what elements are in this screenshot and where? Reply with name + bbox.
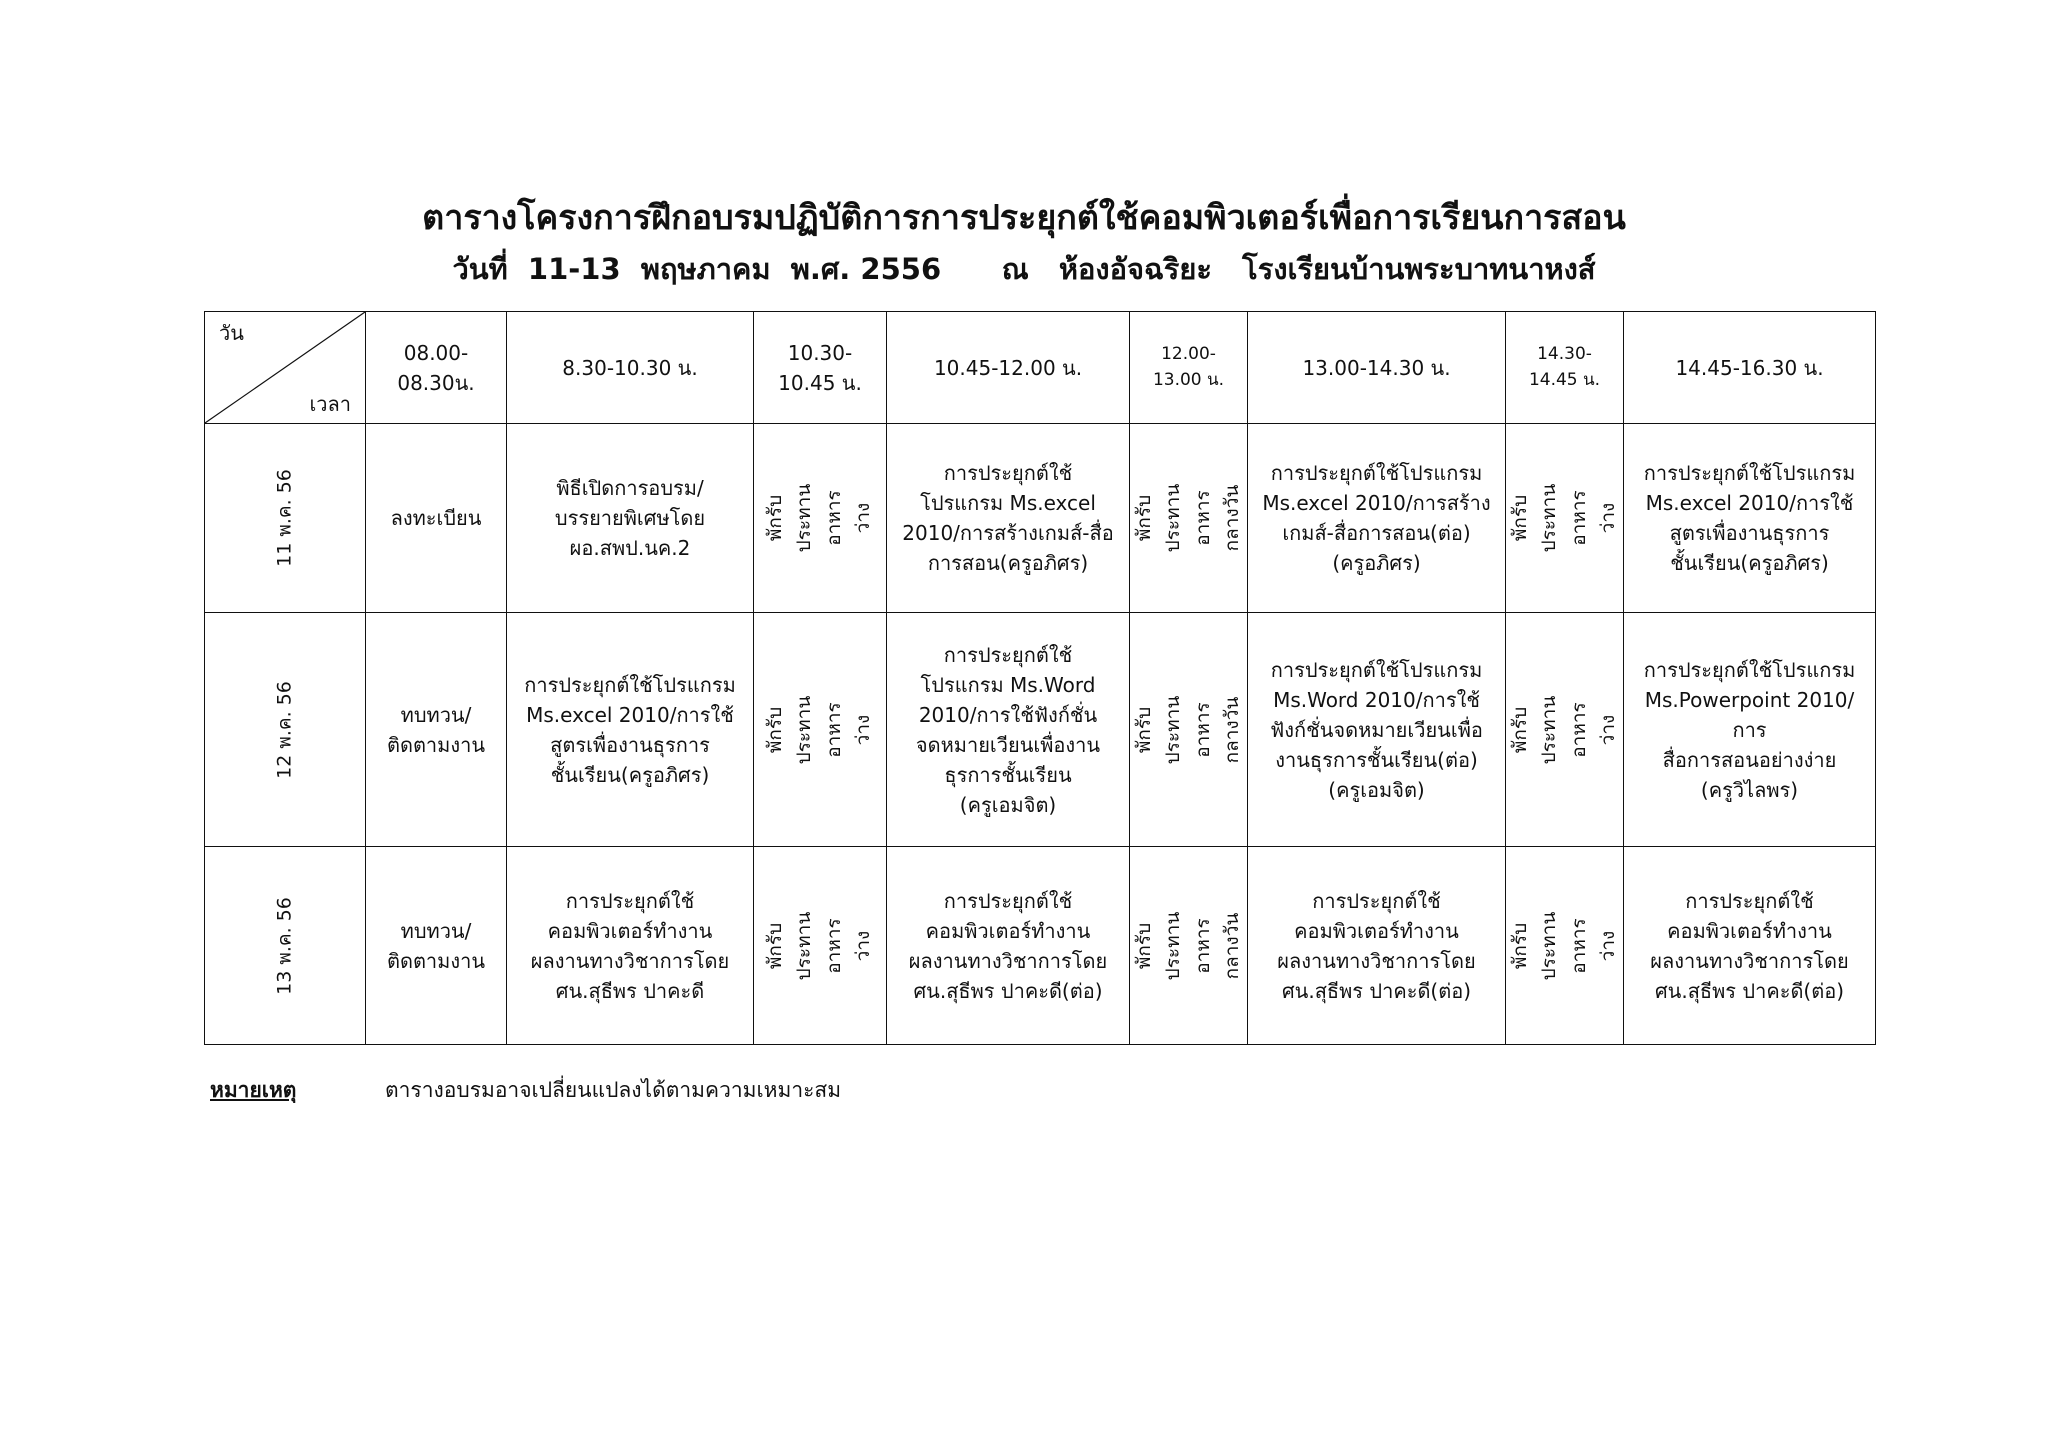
break-cell bbox=[1506, 847, 1624, 1045]
lunch-label: พักรับประทานอาหาร กลางวัน bbox=[1132, 695, 1243, 764]
date-label: 12 พ.ค. 56 bbox=[273, 680, 296, 779]
document-title: ตารางโครงการฝึกอบรมปฏิบัติการการประยุกต์ใช้คอมพิวเตอร์เพื่อการเรียนการสอน bbox=[422, 198, 1626, 238]
remark-text: ตารางอบรมอาจเปลี่ยนแปลงได้ตามความเหมาะสม bbox=[385, 1078, 842, 1102]
break-label: พักรับประทาน อาหารว่าง bbox=[1508, 483, 1619, 553]
lunch-label: พักรับประทาน อาหารกลางวัน bbox=[1132, 911, 1243, 980]
break-label: พักรับประทานอาหาร ว่าง bbox=[764, 695, 875, 764]
session-cell: การประยุกต์ใช้โปรแกรม Ms.Powerpoint 2010/การ สื่อการสอนอย่างง่าย (ครูวิไลพร) bbox=[1624, 613, 1876, 847]
slot-header-1045: 10.45-12.00 น. bbox=[887, 312, 1130, 424]
day-row-2 bbox=[205, 613, 1876, 847]
session-cell: การประยุกต์ใช้ คอมพิวเตอร์ทำงาน ผลงานทางวิชาการโดย ศน.สุธีพร ปาคะดี bbox=[507, 847, 754, 1045]
date-cell bbox=[205, 847, 366, 1045]
corner-header-cell bbox=[205, 312, 366, 424]
break-label: พักรับประทาน อาหารว่าง bbox=[1508, 911, 1619, 980]
session-cell: การประยุกต์ใช้โปรแกรม Ms.Word 2010/การใช้ ฟังก์ชั่นจดหมายเวียนเพื่อ งานธุรการชั้นเรียน(ต่อ) (ครูเอมจิต) bbox=[1248, 613, 1506, 847]
slot-header-1430: 14.30- 14.45 น. bbox=[1506, 312, 1624, 424]
registration-cell: ทบทวน/ ติดตามงาน bbox=[366, 613, 507, 847]
schedule-table bbox=[204, 311, 1876, 1045]
remark-label: หมายเหตุ bbox=[210, 1078, 297, 1102]
slot-header-0830: 8.30-10.30 น. bbox=[507, 312, 754, 424]
lunch-label: พักรับประทาน อาหารกลางวัน bbox=[1132, 483, 1243, 553]
break-cell bbox=[1506, 613, 1624, 847]
break-cell bbox=[754, 424, 887, 613]
slot-header-0800: 08.00- 08.30น. bbox=[366, 312, 507, 424]
slot-header-1445: 14.45-16.30 น. bbox=[1624, 312, 1876, 424]
corner-day-label: วัน bbox=[219, 321, 244, 345]
lunch-cell bbox=[1130, 424, 1248, 613]
registration-cell: ลงทะเบียน bbox=[366, 424, 507, 613]
day-row-3 bbox=[205, 847, 1876, 1045]
corner-time-label: เวลา bbox=[309, 392, 351, 416]
break-label: พักรับประทานอาหาร ว่าง bbox=[1508, 695, 1619, 764]
date-cell bbox=[205, 613, 366, 847]
break-label: พักรับประทาน อาหารว่าง bbox=[764, 911, 875, 980]
break-cell bbox=[1506, 424, 1624, 613]
registration-cell: ทบทวน/ ติดตามงาน bbox=[366, 847, 507, 1045]
date-cell bbox=[205, 424, 366, 613]
session-cell: การประยุกต์ใช้โปรแกรม Ms.excel 2010/การใช้ สูตรเพื่องานธุรการ ชั้นเรียน(ครูอภิศร) bbox=[1624, 424, 1876, 613]
session-cell: การประยุกต์ใช้ โปรแกรม Ms.excel 2010/การสร้างเกมส์-สื่อ การสอน(ครูอภิศร) bbox=[887, 424, 1130, 613]
session-cell: การประยุกต์ใช้ คอมพิวเตอร์ทำงาน ผลงานทางวิชาการโดย ศน.สุธีพร ปาคะดี(ต่อ) bbox=[887, 847, 1130, 1045]
session-cell: การประยุกต์ใช้โปรแกรม Ms.excel 2010/การสร้าง เกมส์-สื่อการสอน(ต่อ) (ครูอภิศร) bbox=[1248, 424, 1506, 613]
break-cell bbox=[754, 847, 887, 1045]
lunch-cell bbox=[1130, 847, 1248, 1045]
session-cell: การประยุกต์ใช้ คอมพิวเตอร์ทำงาน ผลงานทางวิชาการโดย ศน.สุธีพร ปาคะดี(ต่อ) bbox=[1248, 847, 1506, 1045]
session-cell: พิธีเปิดการอบรม/ บรรยายพิเศษโดย ผอ.สพป.นค.2 bbox=[507, 424, 754, 613]
break-label: พักรับประทาน อาหารว่าง bbox=[764, 483, 875, 553]
date-label: 11 พ.ค. 56 bbox=[273, 469, 296, 567]
session-cell: การประยุกต์ใช้โปรแกรม Ms.excel 2010/การใช้ สูตรเพื่องานธุรการ ชั้นเรียน(ครูอภิศร) bbox=[507, 613, 754, 847]
session-cell: การประยุกต์ใช้ โปรแกรม Ms.Word 2010/การใช้ฟังก์ชั่น จดหมายเวียนเพื่องาน ธุรการชั้นเรียน (ครูเอมจิต) bbox=[887, 613, 1130, 847]
date-label: 13 พ.ค. 56 bbox=[273, 896, 296, 995]
session-cell: การประยุกต์ใช้ คอมพิวเตอร์ทำงาน ผลงานทางวิชาการโดย ศน.สุธีพร ปาคะดี(ต่อ) bbox=[1624, 847, 1876, 1045]
slot-header-1030: 10.30- 10.45 น. bbox=[754, 312, 887, 424]
header-row bbox=[205, 312, 1876, 424]
slot-header-1200: 12.00- 13.00 น. bbox=[1130, 312, 1248, 424]
document-subtitle: วันที่ 11-13 พฤษภาคม พ.ศ. 2556 ณ ห้องอัจฉริยะ โรงเรียนบ้านพระบาทนาหงส์ bbox=[452, 252, 1596, 286]
lunch-cell bbox=[1130, 613, 1248, 847]
break-cell bbox=[754, 613, 887, 847]
slot-header-1300: 13.00-14.30 น. bbox=[1248, 312, 1506, 424]
day-row-1 bbox=[205, 424, 1876, 613]
